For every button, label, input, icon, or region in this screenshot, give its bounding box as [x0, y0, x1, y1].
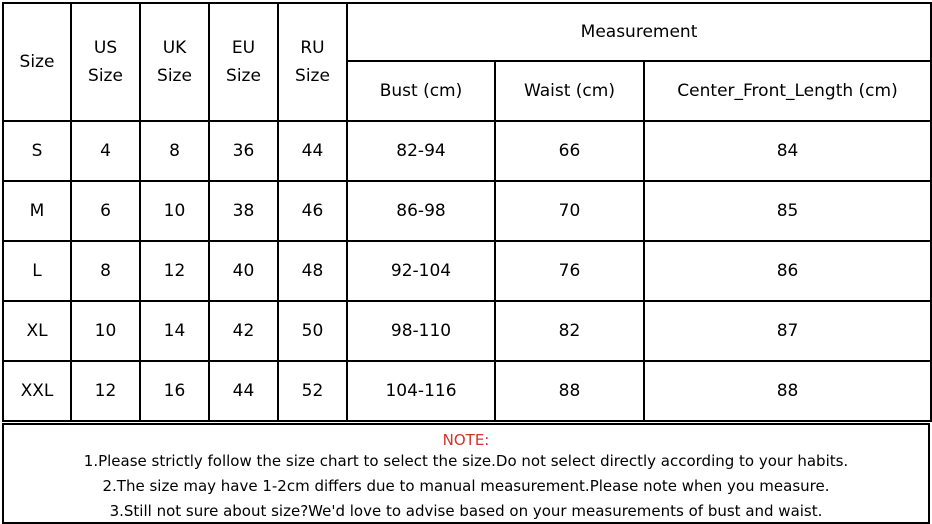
header-eu-size — [209, 3, 278, 121]
note-box — [2, 423, 930, 524]
cell-cfl: 86 — [644, 241, 931, 301]
header-bust: Bust (cm) — [347, 61, 495, 121]
cell-cfl: 85 — [644, 181, 931, 241]
header-center-front-length: Center_Front_Length (cm) — [644, 61, 931, 121]
cell-bust: 82-94 — [347, 121, 495, 181]
cell-size: S — [3, 121, 71, 181]
cell-eu: 42 — [209, 301, 278, 361]
cell-waist: 76 — [495, 241, 644, 301]
note-line-3: 3.Still not sure about size?We'd love to advise based on your measurements of bust and waist. — [109, 502, 823, 520]
cell-bust: 86-98 — [347, 181, 495, 241]
cell-us: 4 — [71, 121, 140, 181]
header-measurement: Measurement — [347, 3, 931, 61]
header-ru-line2: Size — [295, 66, 330, 86]
cell-uk: 12 — [140, 241, 209, 301]
cell-size: XXL — [3, 361, 71, 421]
cell-waist: 88 — [495, 361, 644, 421]
table-row — [3, 241, 931, 301]
header-ru-line1: RU — [300, 38, 325, 58]
header-ru-size — [278, 3, 347, 121]
header-uk-line2: Size — [157, 66, 192, 86]
table-row — [3, 181, 931, 241]
cell-eu: 36 — [209, 121, 278, 181]
cell-waist: 82 — [495, 301, 644, 361]
cell-ru: 52 — [278, 361, 347, 421]
size-table — [2, 2, 932, 422]
cell-cfl: 87 — [644, 301, 931, 361]
cell-us: 8 — [71, 241, 140, 301]
header-row — [3, 3, 931, 61]
size-chart — [2, 2, 930, 522]
table-row — [3, 301, 931, 361]
cell-bust: 98-110 — [347, 301, 495, 361]
header-waist: Waist (cm) — [495, 61, 644, 121]
cell-uk: 14 — [140, 301, 209, 361]
cell-size: L — [3, 241, 71, 301]
cell-eu: 44 — [209, 361, 278, 421]
cell-uk: 16 — [140, 361, 209, 421]
cell-ru: 50 — [278, 301, 347, 361]
cell-size: M — [3, 181, 71, 241]
cell-cfl: 84 — [644, 121, 931, 181]
header-eu-line2: Size — [226, 66, 261, 86]
cell-uk: 8 — [140, 121, 209, 181]
header-uk-line1: UK — [162, 38, 187, 58]
table-row — [3, 361, 931, 421]
note-line-2: 2.The size may have 1-2cm differs due to manual measurement.Please note when you measure. — [102, 477, 830, 495]
cell-us: 10 — [71, 301, 140, 361]
cell-uk: 10 — [140, 181, 209, 241]
cell-waist: 70 — [495, 181, 644, 241]
cell-waist: 66 — [495, 121, 644, 181]
cell-size: XL — [3, 301, 71, 361]
cell-bust: 92-104 — [347, 241, 495, 301]
cell-ru: 48 — [278, 241, 347, 301]
cell-eu: 40 — [209, 241, 278, 301]
header-us-line1: US — [93, 38, 118, 58]
header-size: Size — [3, 3, 71, 121]
cell-ru: 44 — [278, 121, 347, 181]
cell-ru: 46 — [278, 181, 347, 241]
header-uk-size — [140, 3, 209, 121]
note-title: NOTE: — [442, 431, 490, 449]
cell-eu: 38 — [209, 181, 278, 241]
table-row — [3, 121, 931, 181]
header-us-line2: Size — [88, 66, 123, 86]
cell-cfl: 88 — [644, 361, 931, 421]
note-line-1: 1.Please strictly follow the size chart to select the size.Do not select directly according to your habits. — [83, 452, 849, 470]
header-us-size — [71, 3, 140, 121]
cell-bust: 104-116 — [347, 361, 495, 421]
cell-us: 6 — [71, 181, 140, 241]
cell-us: 12 — [71, 361, 140, 421]
header-eu-line1: EU — [231, 38, 256, 58]
